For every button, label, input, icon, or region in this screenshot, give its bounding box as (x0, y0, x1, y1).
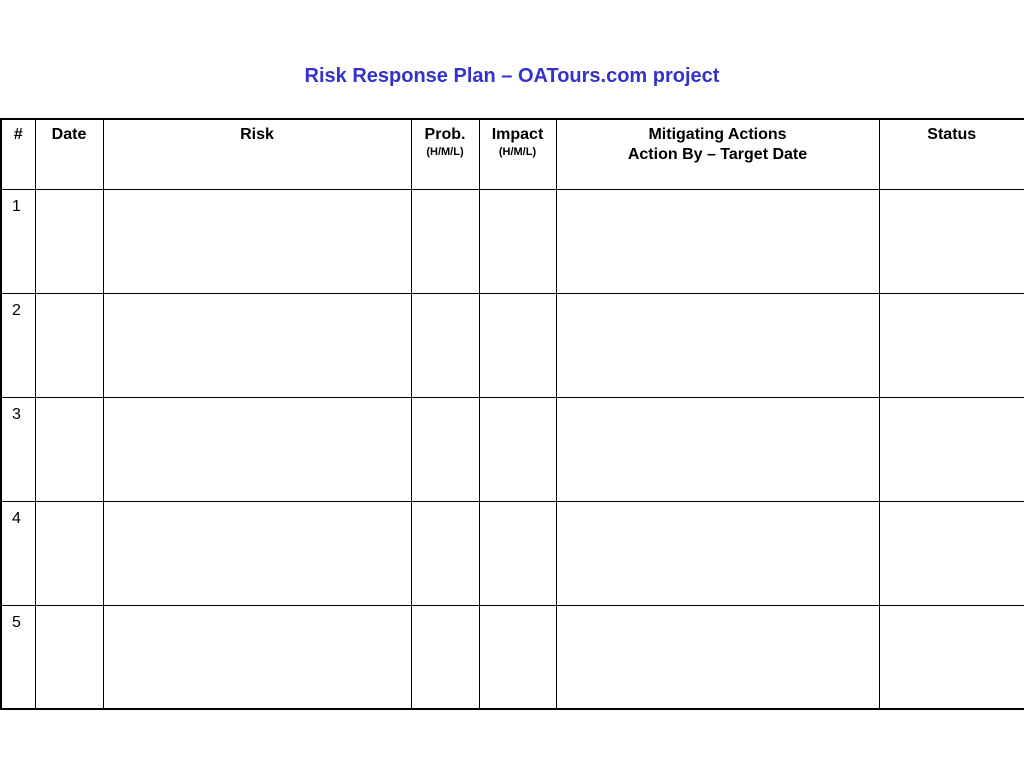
row-number-cell: 2 (1, 293, 35, 397)
risk-cell[interactable] (103, 501, 411, 605)
header-probability-label: Prob. (424, 126, 466, 143)
header-impact-label: Impact (491, 126, 544, 143)
status-cell[interactable] (879, 397, 1024, 501)
row-number-cell: 4 (1, 501, 35, 605)
mitigating-actions-cell[interactable] (556, 397, 879, 501)
header-date: Date (35, 119, 103, 189)
header-probability (411, 119, 479, 189)
header-mitigating-line2: Action By – Target Date (627, 146, 808, 163)
status-cell[interactable] (879, 605, 1024, 709)
probability-cell[interactable] (411, 293, 479, 397)
page-title: Risk Response Plan – OATours.com project (304, 65, 720, 87)
impact-cell[interactable] (479, 605, 556, 709)
status-cell[interactable] (879, 189, 1024, 293)
probability-cell[interactable] (411, 605, 479, 709)
header-impact-scale: (H/M/L) (498, 146, 537, 158)
row-number-cell: 5 (1, 605, 35, 709)
date-cell[interactable] (35, 501, 103, 605)
risk-response-table (0, 118, 1024, 710)
probability-cell[interactable] (411, 189, 479, 293)
date-cell[interactable] (35, 397, 103, 501)
risk-cell[interactable] (103, 397, 411, 501)
probability-cell[interactable] (411, 397, 479, 501)
mitigating-actions-cell[interactable] (556, 605, 879, 709)
risk-cell[interactable] (103, 189, 411, 293)
header-row (1, 119, 1024, 189)
header-status: Status (879, 119, 1024, 189)
table-row (1, 189, 1024, 293)
impact-cell[interactable] (479, 501, 556, 605)
mitigating-actions-cell[interactable] (556, 293, 879, 397)
mitigating-actions-cell[interactable] (556, 501, 879, 605)
row-number-cell: 3 (1, 397, 35, 501)
header-risk: Risk (103, 119, 411, 189)
impact-cell[interactable] (479, 397, 556, 501)
header-impact (479, 119, 556, 189)
risk-cell[interactable] (103, 293, 411, 397)
status-cell[interactable] (879, 501, 1024, 605)
date-cell[interactable] (35, 293, 103, 397)
header-mitigating-line1: Mitigating Actions (648, 126, 787, 143)
header-number: # (1, 119, 35, 189)
impact-cell[interactable] (479, 189, 556, 293)
date-cell[interactable] (35, 189, 103, 293)
risk-cell[interactable] (103, 605, 411, 709)
impact-cell[interactable] (479, 293, 556, 397)
date-cell[interactable] (35, 605, 103, 709)
mitigating-actions-cell[interactable] (556, 189, 879, 293)
table-row (1, 397, 1024, 501)
table-row (1, 501, 1024, 605)
row-number-cell: 1 (1, 189, 35, 293)
header-probability-scale: (H/M/L) (426, 146, 464, 158)
table-row (1, 605, 1024, 709)
status-cell[interactable] (879, 293, 1024, 397)
header-mitigating-actions (556, 119, 879, 189)
table-row (1, 293, 1024, 397)
probability-cell[interactable] (411, 501, 479, 605)
